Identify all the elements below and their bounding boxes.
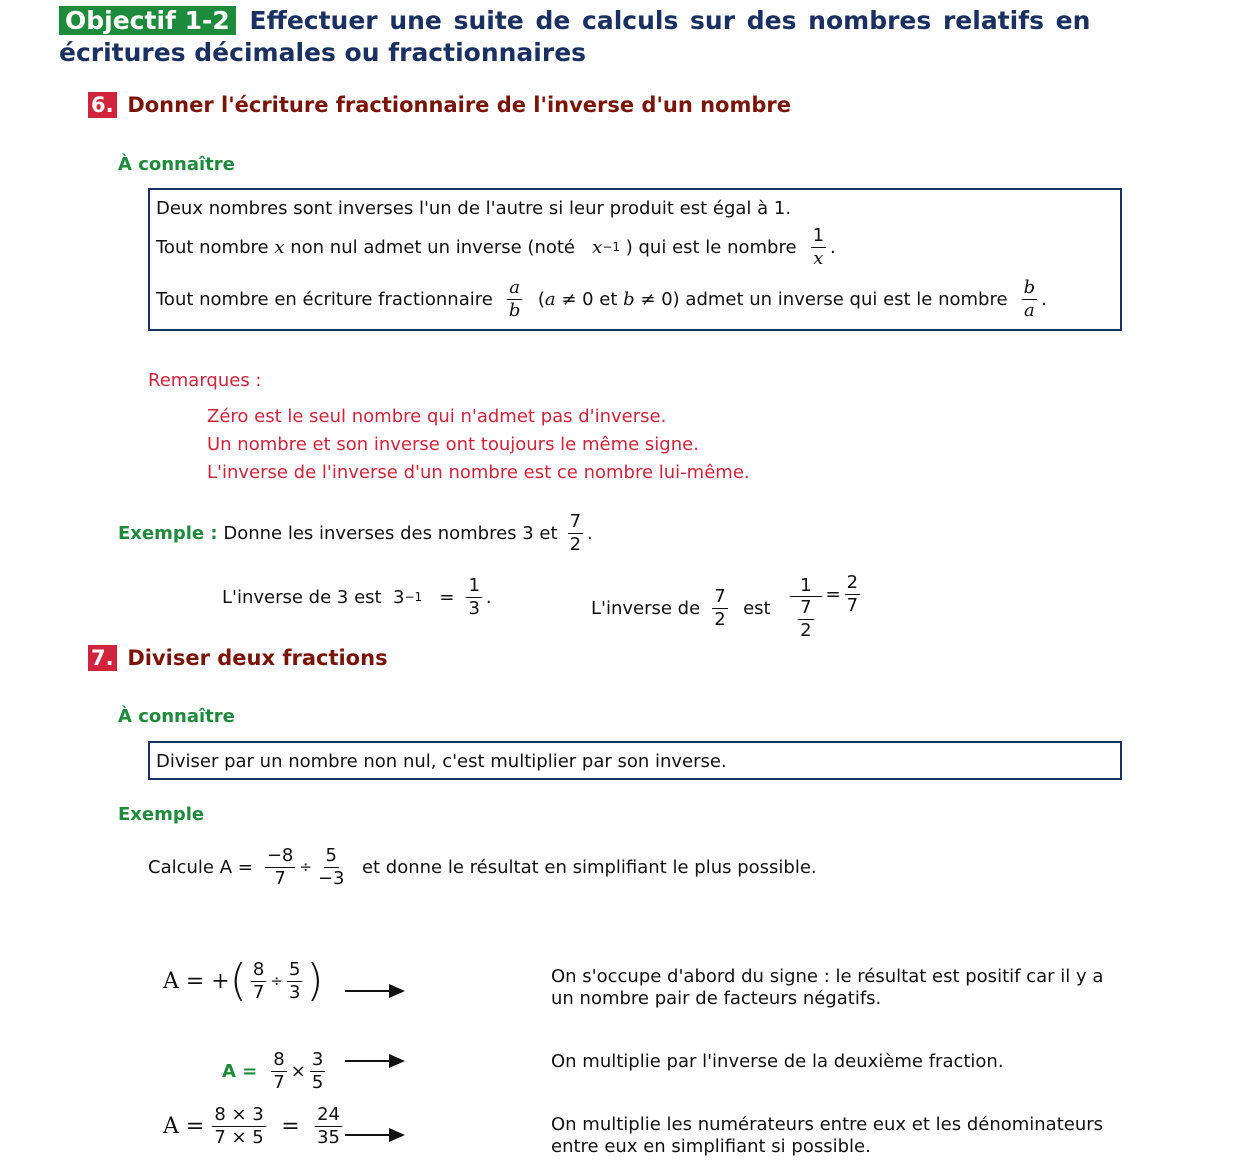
definition-line-2: Tout nombre x non nul admet un inverse (noté x −1 ) qui est le nombre $\frac{1}{x}$ . [156, 224, 836, 269]
section-6-definition-box [148, 188, 1122, 331]
fraction-2-over-7: $\frac{2}{7}$ [846, 572, 859, 616]
right-arrow-icon [345, 1060, 403, 1062]
fraction-a-over-b: $\frac{a}{b}$ [508, 276, 521, 321]
fraction-5-over-3: $\frac{5}{3}$ [288, 958, 301, 1003]
x-power: x [592, 236, 603, 258]
step-1-expression: A = + ( $\frac{8}{7}$ ÷ $\frac{5}{3}$ ) [163, 955, 324, 1006]
section-7-example-label: Exemple [118, 804, 205, 825]
section-7-number: 7. [88, 645, 117, 671]
definition-line-3: Tout nombre en écriture fractionnaire $\frac{a}{b}$ ( a ≠ 0 et b ≠ 0) admet un inverse qui est le nombre $\frac{b}{a}$ . [156, 276, 1047, 321]
fraction-5-over-neg3: $\frac{5}{-3}$ [317, 844, 345, 889]
division-rule-text: Diviser par un nombre non nul, c'est multiplier par son inverse. [156, 751, 727, 772]
fraction-product: $\frac{8 \times 3}{7 \times 5}$ [214, 1103, 264, 1148]
section-6-title: Donner l'écriture fractionnaire de l'inverse d'un nombre [127, 93, 791, 117]
inverse-fraction-1-over-x: $\frac{1}{x}$ [812, 224, 825, 269]
objective-title-line1: Effectuer une suite de calculs sur des nombres relatifs en [249, 6, 1091, 35]
fraction-neg8-over-7: $\frac{-8}{7}$ [266, 844, 294, 889]
section-7-know-label: À connaître [118, 706, 235, 727]
example-label: Exemple : [118, 522, 218, 544]
fraction-8-over-7: $\frac{8}{7}$ [273, 1048, 285, 1093]
section-6-know-label: À connaître [118, 154, 235, 175]
fraction-b-over-a: $\frac{b}{a}$ [1023, 276, 1036, 321]
section-7-rule-box [148, 741, 1122, 780]
example-inverse-of-7-over-2: L'inverse de $\frac{7}{2}$ est 1 7 2 = $\frac{2}{7}$ [591, 572, 859, 641]
definition-line-1: Deux nombres sont inverses l'un de l'autre si leur produit est égal à 1. [156, 198, 792, 219]
remark-item: Un nombre et son inverse ont toujours le même signe. [207, 434, 699, 455]
section-6-number: 6. [88, 92, 117, 118]
section-6-heading [88, 92, 791, 118]
complex-fraction-1-over-7-2: 1 7 2 [790, 575, 821, 642]
fraction-24-over-35: $\frac{24}{35}$ [317, 1103, 341, 1148]
step-1-explanation: On s'occupe d'abord du signe : le résultat est positif car il y a un nombre pair de facteurs négatifs. [551, 966, 1104, 1009]
right-arrow-icon [345, 990, 403, 992]
objective-header [59, 5, 1090, 37]
remarks-label: Remarques : [148, 370, 262, 391]
fraction-3-over-5: $\frac{3}{5}$ [311, 1048, 324, 1093]
example-inverse-of-3: L'inverse de 3 est 3 −1 = $\frac{1}{3}$ . [222, 574, 492, 619]
fraction-1-over-3: $\frac{1}{3}$ [468, 574, 480, 619]
variable-x: x [274, 236, 285, 258]
section-6-example: Exemple : Donne les inverses des nombres 3 et $\frac{7}{2}$ . [118, 510, 593, 555]
section-7-title: Diviser deux fractions [127, 646, 388, 670]
fraction-8-over-7: $\frac{8}{7}$ [252, 958, 265, 1003]
remark-item: Zéro est le seul nombre qui n'admet pas d'inverse. [207, 406, 667, 427]
step-3-explanation: On multiplie les numérateurs entre eux et les dénominateurs entre eux en simplifiant si possible. [551, 1114, 1104, 1157]
section-7-heading [88, 645, 388, 671]
step-2-expression: A = $\frac{8}{7}$ × $\frac{3}{5}$ [222, 1048, 324, 1093]
objective-title-line2: écritures décimales ou fractionnaires [59, 38, 587, 67]
calc-statement: Calcule A = $\frac{-8}{7}$ ÷ $\frac{5}{-3}$ et donne le résultat en simplifiant le plus possible. [148, 844, 817, 889]
right-arrow-icon [345, 1134, 403, 1136]
fraction-7-over-2: $\frac{7}{2}$ [569, 510, 582, 555]
step-3-expression: A = $\frac{8 \times 3}{7 \times 5}$ = $\frac{24}{35}$ [163, 1103, 341, 1148]
remark-item: L'inverse de l'inverse d'un nombre est ce nombre lui-même. [207, 462, 750, 483]
step-2-explanation: On multiplie par l'inverse de la deuxième fraction. [551, 1051, 1004, 1072]
fraction-7-over-2: $\frac{7}{2}$ [714, 585, 726, 630]
objective-badge: Objectif 1-2 [59, 6, 236, 35]
